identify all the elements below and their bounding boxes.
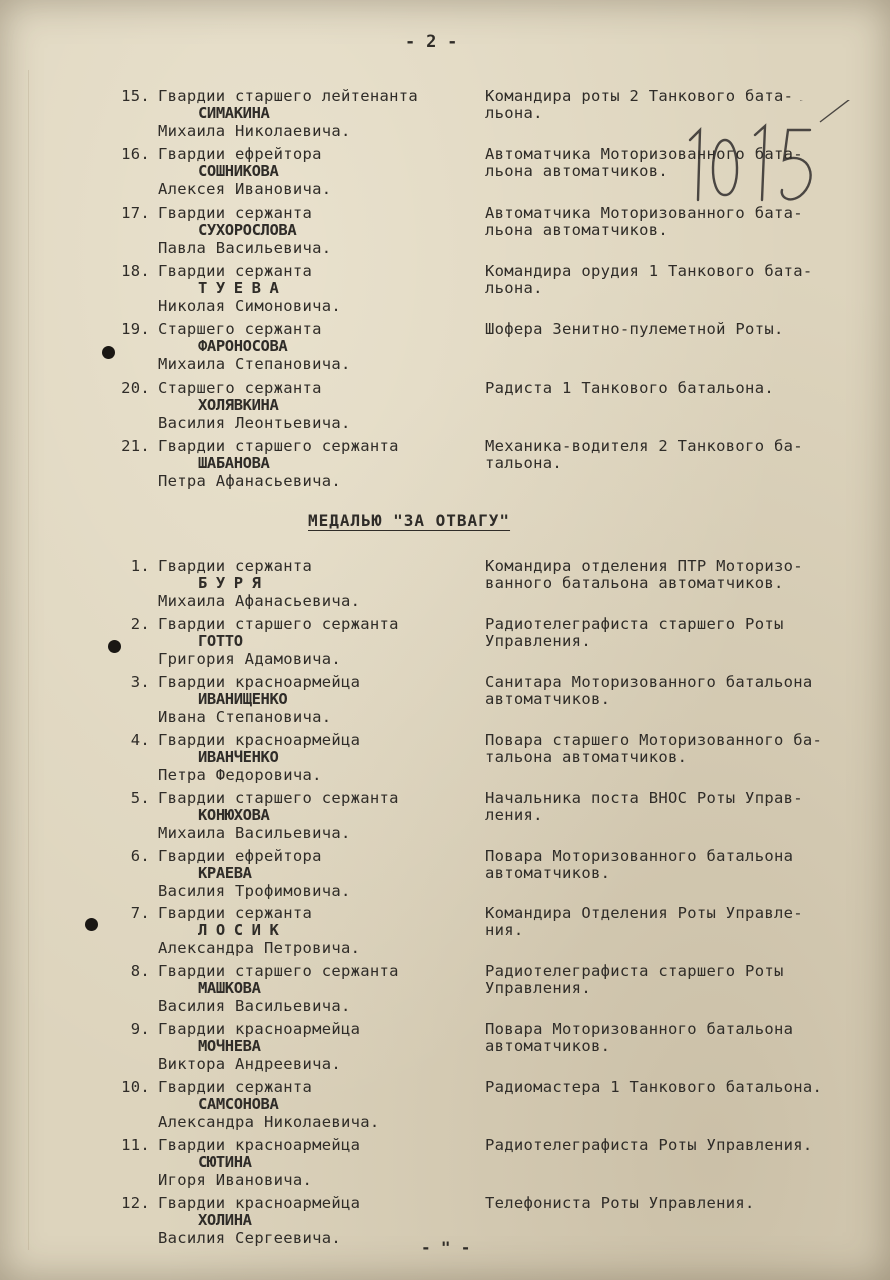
entry-number: 16. <box>121 145 150 164</box>
entry-number: 12. <box>121 1193 150 1212</box>
given-names: Петра Афанасьевича. <box>158 471 342 490</box>
surname: СИМАКИНА <box>198 104 270 122</box>
rank: Гвардии старшего сержанта <box>158 436 399 455</box>
given-names: Виктора Андреевича. <box>158 1055 342 1074</box>
rank: Гвардии красноармейца <box>158 1136 361 1154</box>
entry-number: 1. <box>130 557 150 575</box>
rank: Гвардии сержанта <box>158 261 313 280</box>
position: Командира отделения ПТР Моторизо- ванного батальона автоматчиков. <box>485 557 803 592</box>
rank: Гвардии старшего сержанта <box>158 962 399 981</box>
entry-number: 9. <box>130 1020 150 1039</box>
rank: Гвардии старшего лейтенанта <box>158 87 419 105</box>
surname: ГОТТО <box>198 631 243 650</box>
paper-fold <box>28 70 29 1250</box>
entry-number: 18. <box>121 261 150 280</box>
position: Командира роты 2 Танкового бата- льона. <box>485 87 794 122</box>
position: Телефониста Роты Управления. <box>485 1193 755 1212</box>
given-names: Игоря Ивановича. <box>158 1171 313 1189</box>
given-names: Михаила Афанасьевича. <box>158 592 361 610</box>
surname: ФАРОНОСОВА <box>198 337 288 356</box>
surname: ИВАНЧЕНКО <box>198 747 279 766</box>
given-names: Петра Федоровича. <box>158 765 322 784</box>
rank: Гвардии красноармейца <box>158 730 361 749</box>
continuation-mark: - " - <box>421 1238 471 1257</box>
rank: Гвардии старшего сержанта <box>158 614 399 633</box>
entry-number: 7. <box>130 904 150 923</box>
given-names: Василия Леонтьевича. <box>158 413 351 432</box>
rank: Гвардии красноармейца <box>158 672 361 691</box>
surname: КРАЕВА <box>198 863 252 882</box>
surname: ИВАНИЩЕНКО <box>198 689 288 708</box>
rank: Гвардии сержанта <box>158 557 313 575</box>
position: Радиотелеграфиста старшего Роты Управления. <box>485 614 784 650</box>
position: Механика-водителя 2 Танкового ба- тальона. <box>485 436 803 472</box>
given-names: Николая Симоновича. <box>158 296 342 315</box>
position: Автоматчика Моторизованного бата- льона автоматчиков. <box>485 203 803 239</box>
surname: САМСОНОВА <box>198 1095 279 1114</box>
rank: Гвардии сержанта <box>158 904 313 923</box>
position: Начальника поста ВНОС Роты Управ- ления. <box>485 788 803 824</box>
punch-hole <box>85 918 98 931</box>
entry-number: 10. <box>121 1078 150 1097</box>
surname: СУХОРОСЛОВА <box>198 220 297 239</box>
position: Командира орудия 1 Танкового бата- льона. <box>485 261 813 297</box>
rank: Гвардии сержанта <box>158 203 313 222</box>
rank: Старшего сержанта <box>158 378 322 397</box>
surname: ХОЛЯВКИНА <box>198 395 279 414</box>
entry-number: 19. <box>121 320 150 339</box>
position: Повара Моторизованного батальона автоматчиков. <box>485 846 794 882</box>
position: Автоматчика Моторизованного бата- льона автоматчиков. <box>485 145 803 181</box>
entry-number: 8. <box>130 962 150 981</box>
given-names: Михаила Николаевича. <box>158 122 351 140</box>
rank: Гвардии красноармейца <box>158 1020 361 1039</box>
position: Радиотелеграфиста Роты Управления. <box>485 1136 813 1154</box>
given-names: Василия Трофимовича. <box>158 881 351 900</box>
page-number: - 2 - <box>405 32 458 52</box>
position: Санитара Моторизованного батальона автоматчиков. <box>485 672 813 708</box>
surname: МАШКОВА <box>198 979 261 998</box>
position: Командира Отделения Роты Управле- ния. <box>485 904 803 940</box>
given-names: Григория Адамовича. <box>158 649 342 668</box>
entry-number: 21. <box>121 436 150 455</box>
rank: Гвардии старшего сержанта <box>158 788 399 807</box>
rank: Гвардии сержанта <box>158 1078 313 1097</box>
position: Радиотелеграфиста старшего Роты Управления. <box>485 962 784 998</box>
rank: Старшего сержанта <box>158 320 322 339</box>
surname: СОШНИКОВА <box>198 162 279 181</box>
surname: Т У Е В А <box>198 278 279 297</box>
entry-number: 15. <box>121 87 150 105</box>
given-names: Василия Сергеевича. <box>158 1228 342 1247</box>
surname: ХОЛИНА <box>198 1210 252 1229</box>
given-names: Михаила Васильевича. <box>158 823 351 842</box>
surname: ШАБАНОВА <box>198 453 270 472</box>
given-names: Василия Васильевича. <box>158 997 351 1016</box>
position: Шофера Зенитно-пулеметной Роты. <box>485 320 784 339</box>
position: Радиомастера 1 Танкового батальона. <box>485 1078 823 1097</box>
given-names: Михаила Степановича. <box>158 355 351 374</box>
position: Повара старшего Моторизованного ба- тальона автоматчиков. <box>485 730 823 766</box>
surname: Б У Р Я <box>198 574 261 592</box>
given-names: Александра Петровича. <box>158 939 361 958</box>
given-names: Алексея Ивановича. <box>158 180 332 199</box>
entry-number: 20. <box>121 378 150 397</box>
entry-number: 5. <box>130 788 150 807</box>
given-names: Ивана Степановича. <box>158 707 332 726</box>
surname: СЮТИНА <box>198 1153 252 1171</box>
entry-number: 4. <box>130 730 150 749</box>
punch-hole <box>102 346 115 359</box>
given-names: Александра Николаевича. <box>158 1113 380 1132</box>
surname: КОНЮХОВА <box>198 805 270 824</box>
surname: МОЧНЕВА <box>198 1037 261 1056</box>
entry-number: 17. <box>121 203 150 222</box>
position: Радиста 1 Танкового батальона. <box>485 378 774 397</box>
entry-number: 3. <box>130 672 150 691</box>
section-heading-medal-for-courage: МЕДАЛЬЮ "ЗА ОТВАГУ" <box>308 511 511 530</box>
entry-number: 11. <box>121 1136 150 1154</box>
rank: Гвардии ефрейтора <box>158 846 322 865</box>
surname: Л О С И К <box>198 921 279 940</box>
rank: Гвардии ефрейтора <box>158 145 322 164</box>
position: Повара Моторизованного батальона автоматчиков. <box>485 1020 794 1056</box>
given-names: Павла Васильевича. <box>158 238 332 257</box>
punch-hole <box>108 640 121 653</box>
rank: Гвардии красноармейца <box>158 1193 361 1212</box>
entry-number: 2. <box>130 614 150 633</box>
entry-number: 6. <box>130 846 150 865</box>
